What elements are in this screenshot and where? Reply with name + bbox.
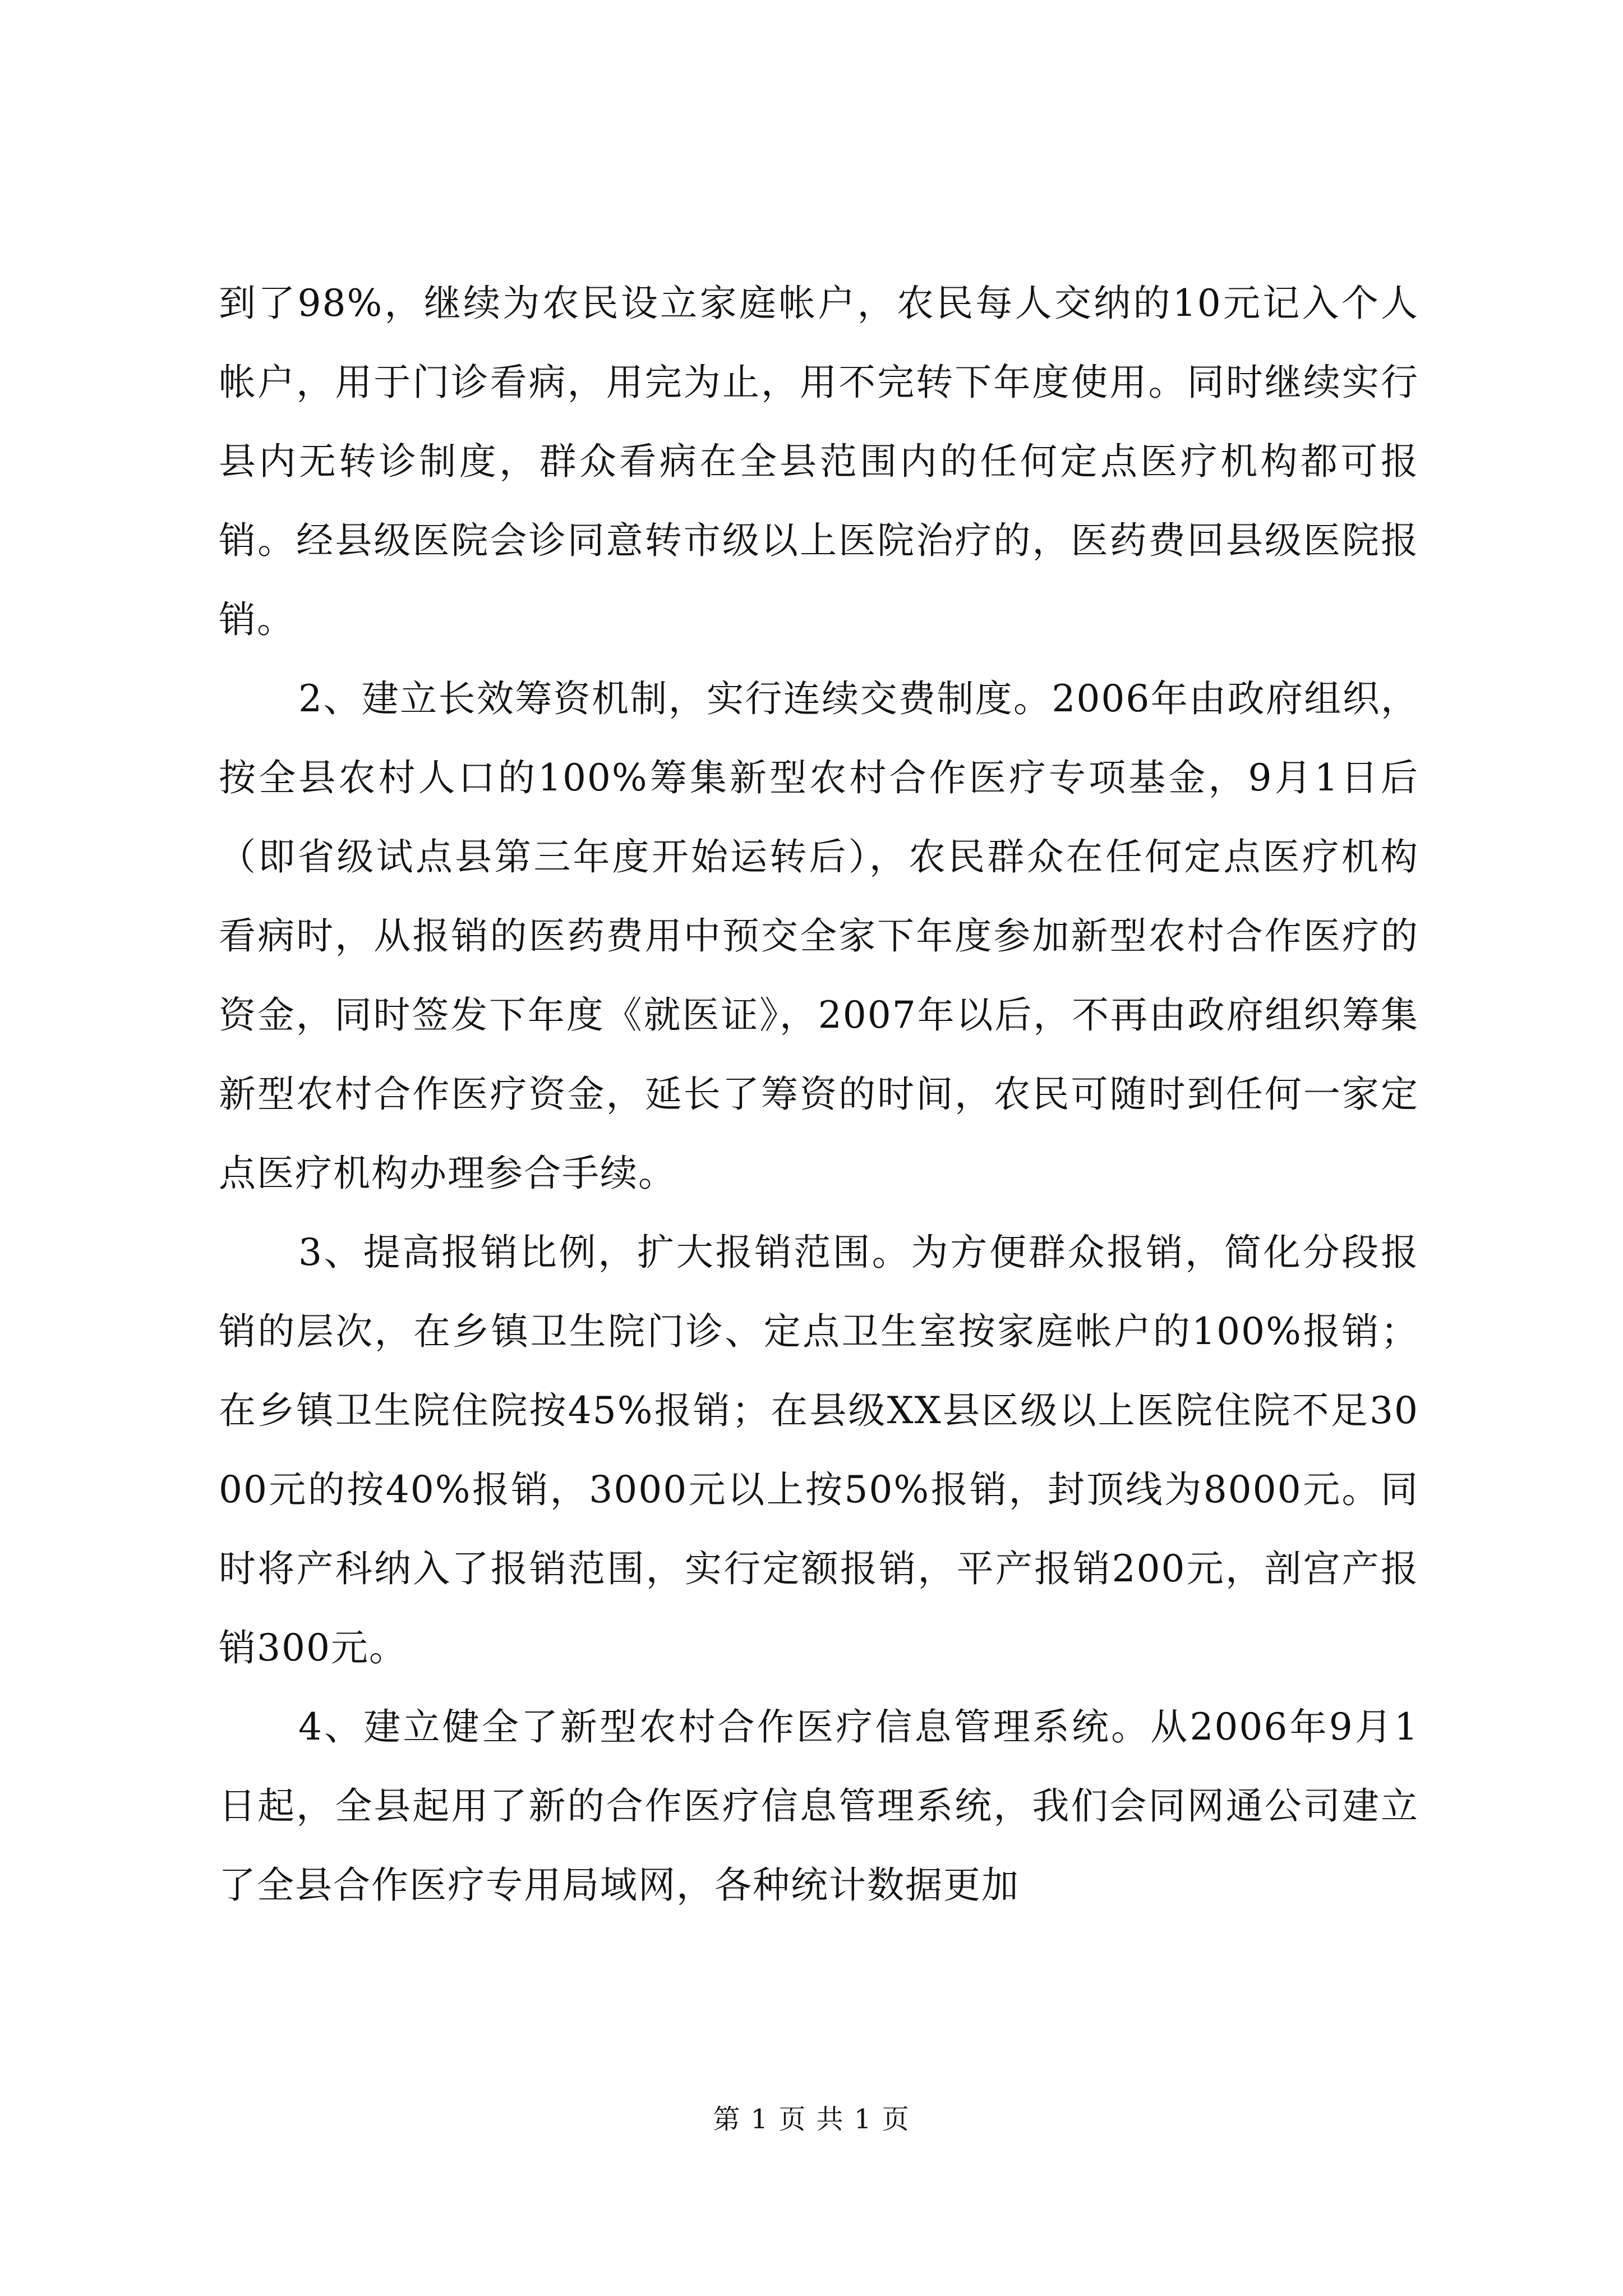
paragraph-item-2: 2、建立长效筹资机制，实行连续交费制度。2006年由政府组织，按全县农村人口的100%筹集新型农村合作医疗专项基金，9月1日后（即省级试点县第三年度开始运转后），农民群众在任何定点医疗机构看病时，从报销的医药费用中预交全家下年度参加新型农村合作医疗的资金，同时签发下年度《就医证》，2007年以后，不再由政府组织筹集新型农村合作医疗资金，延长了筹资的时间，农民可随时到任何一家定点医疗机构办理参合手续。 <box>219 677 1419 1195</box>
paragraph-item-4: 4、建立健全了新型农村合作医疗信息管理系统。从2006年9月1日起，全县起用了新的合作医疗信息管理系统，我们会同网通公司建立了全县合作医疗专用局域网，各种统计数据更加 <box>219 1705 1419 1907</box>
paragraph-continuation: 到了98%，继续为农民设立家庭帐户，农民每人交纳的10元记入个人帐户，用于门诊看病，用完为止，用不完转下年度使用。同时继续实行县内无转诊制度，群众看病在全县范围内的任何定点医疗机构都可报销。经县级医院会诊同意转市级以上医院治疗的，医药费回县级医院报销。 <box>219 282 1419 641</box>
page-number-footer: 第 1 页 共 1 页 <box>713 2104 910 2135</box>
document-body <box>219 264 1419 1925</box>
paragraph-item-3: 3、提高报销比例，扩大报销范围。为方便群众报销，简化分段报销的层次，在乡镇卫生院门诊、定点卫生室按家庭帐户的100%报销；在乡镇卫生院住院按45%报销；在县级XX县区级以上医院住院不足3000元的按40%报销，3000元以上按50%报销，封顶线为8000元。同时将产科纳入了报销范围，实行定额报销，平产报销200元，剖宫产报销300元。 <box>219 1231 1419 1669</box>
